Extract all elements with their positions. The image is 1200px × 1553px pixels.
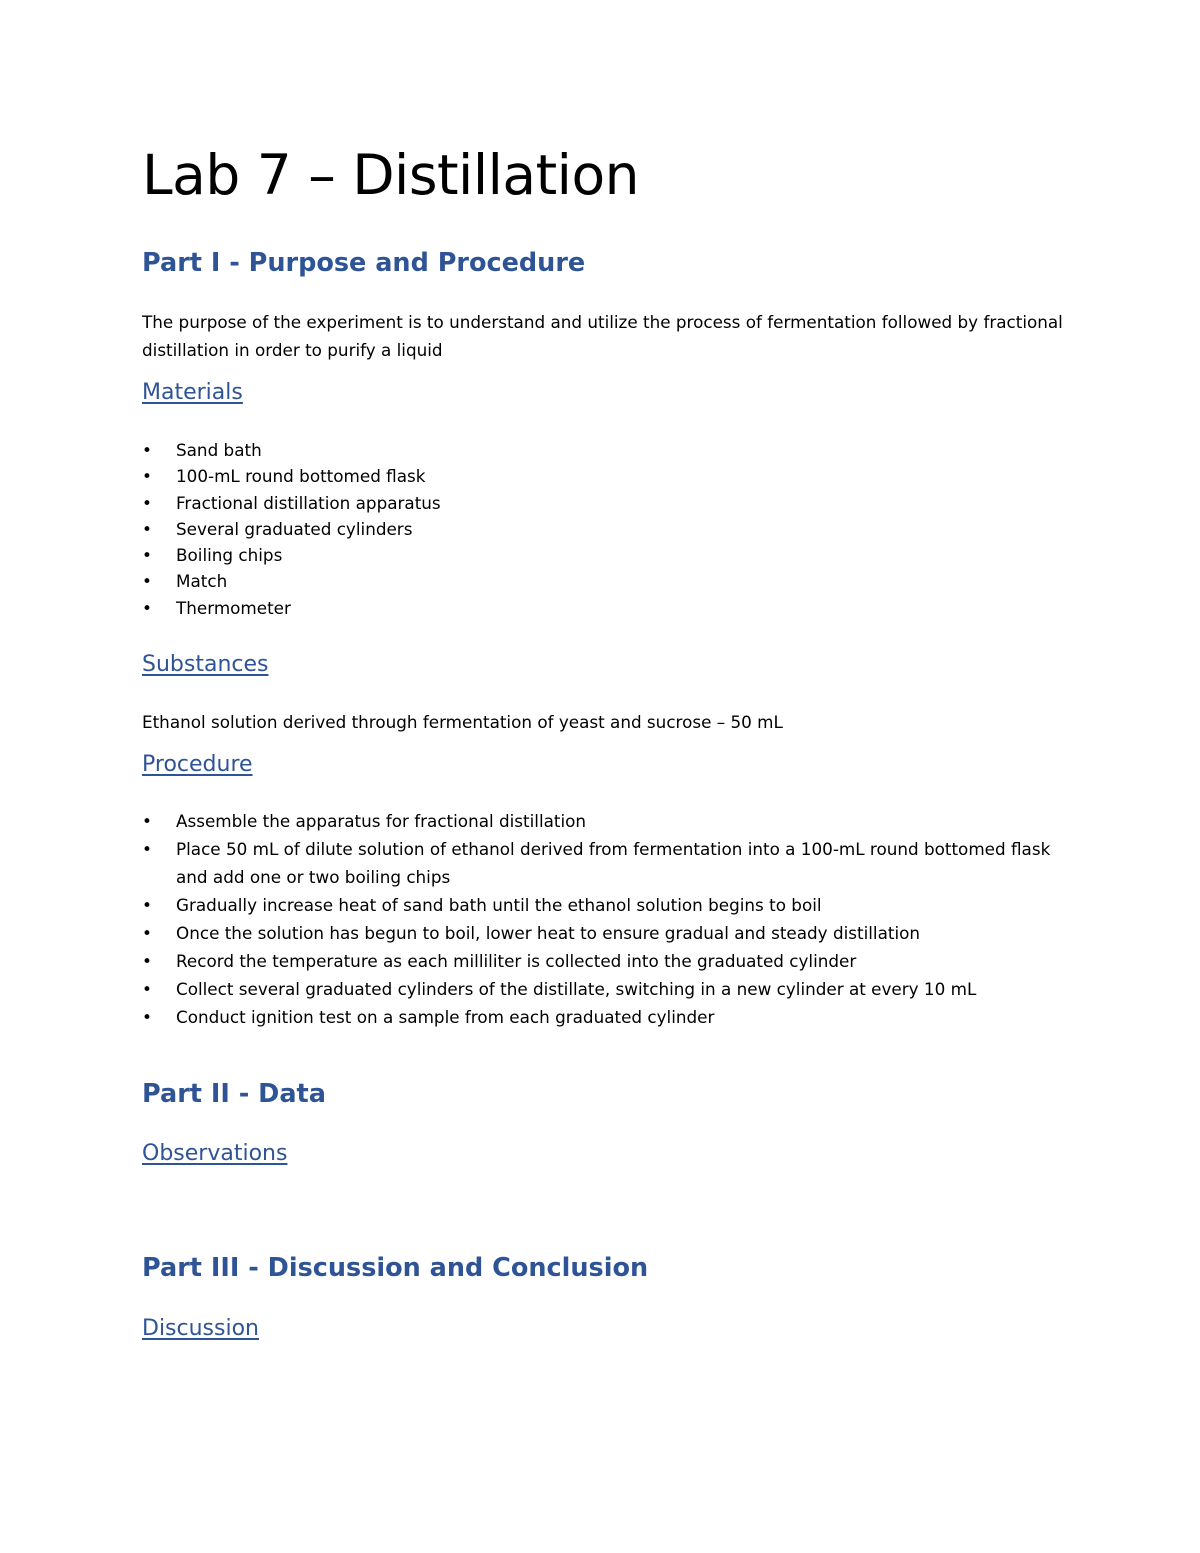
list-item: • Record the temperature as each milliliter is collected into the graduated cylinder <box>142 947 1076 975</box>
procedure-heading: Procedure <box>142 752 253 777</box>
part3-heading: Part III - Discussion and Conclusion <box>142 1253 649 1283</box>
bullet-icon: • <box>142 951 152 971</box>
list-item: • Sand bath <box>142 437 441 463</box>
bullet-icon: • <box>142 1007 152 1027</box>
list-item: • Place 50 mL of dilute solution of ethanol derived from fermentation into a 100-mL round bottomed flask and add one or two boiling chips <box>142 835 1076 891</box>
purpose-paragraph: The purpose of the experiment is to understand and utilize the process of fermentation followed by fractional distillation in order to purify a liquid <box>142 312 1063 360</box>
bullet-icon: • <box>142 466 152 487</box>
list-item: • Once the solution has begun to boil, lower heat to ensure gradual and steady distillation <box>142 919 1076 947</box>
list-item: • Gradually increase heat of sand bath until the ethanol solution begins to boil <box>142 891 1076 919</box>
bullet-icon: • <box>142 571 152 592</box>
bullet-icon: • <box>142 895 152 915</box>
list-item: • Assemble the apparatus for fractional distillation <box>142 807 1076 835</box>
list-item: • Fractional distillation apparatus <box>142 490 441 516</box>
list-item: • Match <box>142 568 441 594</box>
materials-heading: Materials <box>142 380 243 405</box>
discussion-heading: Discussion <box>142 1316 259 1341</box>
observations-heading: Observations <box>142 1141 288 1166</box>
bullet-icon: • <box>142 545 152 566</box>
procedure-list <box>142 807 1076 1031</box>
bullet-icon: • <box>142 979 152 999</box>
list-item: • Boiling chips <box>142 542 441 568</box>
bullet-icon: • <box>142 492 152 513</box>
materials-list <box>142 437 441 621</box>
bullet-icon: • <box>142 440 152 460</box>
substances-text: Ethanol solution derived through fermentation of yeast and sucrose – 50 mL <box>142 712 783 732</box>
list-item: • Several graduated cylinders <box>142 516 441 542</box>
list-item: • Thermometer <box>142 595 441 621</box>
document-title: Lab 7 – Distillation <box>142 143 639 207</box>
bullet-icon: • <box>142 518 152 539</box>
list-item: • Conduct ignition test on a sample from each graduated cylinder <box>142 1003 1076 1031</box>
bullet-icon: • <box>142 923 152 943</box>
list-item: • 100-mL round bottomed flask <box>142 463 441 489</box>
bullet-icon: • <box>142 811 152 831</box>
substances-heading: Substances <box>142 652 269 677</box>
part2-heading: Part II - Data <box>142 1079 326 1109</box>
list-item: • Collect several graduated cylinders of the distillate, switching in a new cylinder at every 10 mL <box>142 975 1076 1003</box>
bullet-icon: • <box>142 839 152 859</box>
bullet-icon: • <box>142 597 152 618</box>
part1-heading: Part I - Purpose and Procedure <box>142 248 586 278</box>
